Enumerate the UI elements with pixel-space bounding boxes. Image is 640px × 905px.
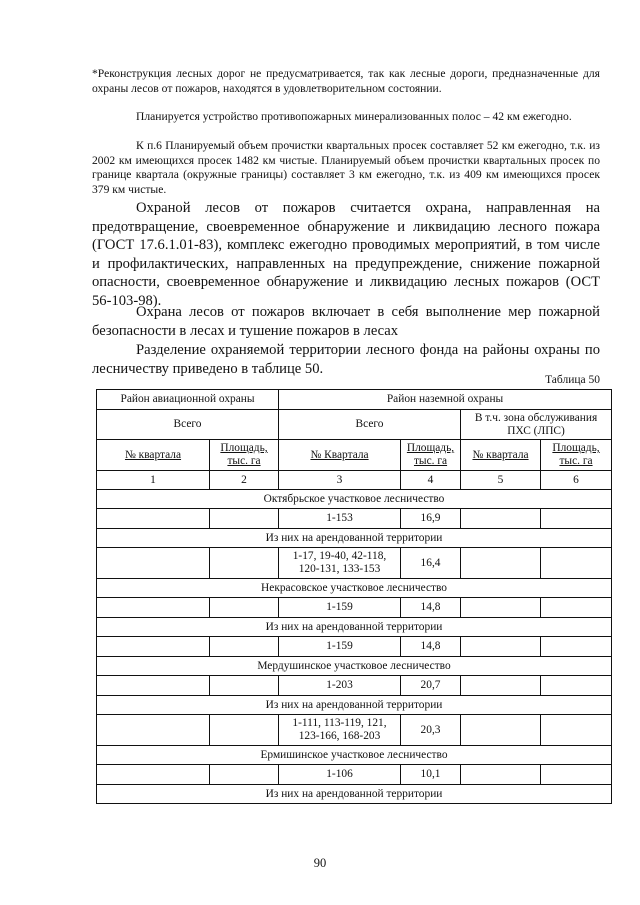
- area-cell: 20,3: [401, 715, 461, 746]
- column-number: 5: [461, 471, 541, 490]
- paragraph-text: Планируется устройство противопожарных минерализованных полос – 42 км ежегодно.: [136, 110, 572, 123]
- header-area: Площадь, тыс. га: [541, 440, 612, 471]
- quarters-cell: 1-159: [279, 637, 401, 657]
- section-title: Мердушинское участковое лесничество: [97, 657, 612, 676]
- section-title-row: [97, 490, 612, 509]
- section-title: Октябрьское участковое лесничество: [97, 490, 612, 509]
- area-cell: 16,4: [401, 548, 461, 579]
- paragraph-fire-protection-scope: [92, 303, 600, 340]
- table-cell: [97, 765, 210, 785]
- table-column-numbers-row: [97, 471, 612, 490]
- section-title: Из них на арендованной территории: [97, 696, 612, 715]
- table-cell: [541, 637, 612, 657]
- table-header-row: [97, 440, 612, 471]
- table-cell: [541, 548, 612, 579]
- table-row: [97, 676, 612, 696]
- table-cell: [210, 715, 279, 746]
- area-cell: 10,1: [401, 765, 461, 785]
- table-row: [97, 637, 612, 657]
- table-row: [97, 598, 612, 618]
- paragraph-text: Охраной лесов от пожаров считается охрана, направленная на предотвращение, своевременное обнаружение и ликвидацию лесного пожара (ГОСТ 17.6.1.01-83), комплекс ежегодно проводимых мероприятий, в том числе и профилактических, направленных на предупреждение, снижение пожарной опасности, своевременное обнаружение и ликвидацию лесных пожаров (ОСТ 56-103-98).: [92, 200, 600, 309]
- table-cell: [461, 598, 541, 618]
- area-cell: 16,9: [401, 509, 461, 529]
- page-number: 90: [313, 856, 327, 870]
- table-row: [97, 715, 612, 746]
- header-service-zone: В т.ч. зона обслуживания ПХС (ЛПС): [461, 410, 612, 440]
- header-area: Площадь, тыс. га: [401, 440, 461, 471]
- column-number: 2: [210, 471, 279, 490]
- protection-areas-table: [96, 389, 612, 804]
- header-total-aviation: Всего: [97, 410, 279, 440]
- header-area: Площадь, тыс. га: [210, 440, 279, 471]
- table-cell: [541, 509, 612, 529]
- table-cell: [97, 598, 210, 618]
- area-cell: 20,7: [401, 676, 461, 696]
- section-title: Ермишинское участковое лесничество: [97, 746, 612, 765]
- table-cell: [461, 715, 541, 746]
- section-title-row: [97, 579, 612, 598]
- column-number: 3: [279, 471, 401, 490]
- table-caption: Таблица 50: [545, 374, 600, 386]
- table-cell: [97, 676, 210, 696]
- paragraph-table-reference: [92, 341, 600, 378]
- table-cell: [461, 765, 541, 785]
- paragraph-text: *Реконструкция лесных дорог не предусматривается, так как лесные дороги, предназначенные для охраны лесов от пожаров, находятся в удовлетворительном состоянии.: [92, 67, 600, 95]
- quarters-cell: 1-159: [279, 598, 401, 618]
- table-cell: [461, 548, 541, 579]
- header-quarter: № квартала: [461, 440, 541, 471]
- table-cell: [97, 548, 210, 579]
- table-cell: [97, 715, 210, 746]
- paragraph-clearings: [92, 139, 600, 197]
- table-cell: [210, 637, 279, 657]
- table-cell: [461, 637, 541, 657]
- table-cell: [210, 676, 279, 696]
- table-cell: [210, 548, 279, 579]
- column-number: 4: [401, 471, 461, 490]
- table-cell: [541, 765, 612, 785]
- area-cell: 14,8: [401, 598, 461, 618]
- section-title-row: [97, 746, 612, 765]
- table-cell: [97, 637, 210, 657]
- section-title-row: [97, 529, 612, 548]
- table-cell: [541, 676, 612, 696]
- table-cell: [541, 715, 612, 746]
- paragraph-text: Разделение охраняемой территории лесного фонда на районы охраны по лесничеству приведено в таблице 50.: [92, 342, 600, 377]
- paragraph-text: Охрана лесов от пожаров включает в себя выполнение мер пожарной безопасности в лесах и тушение пожаров в лесах: [92, 304, 600, 339]
- table-cell: [210, 509, 279, 529]
- table-row: [97, 765, 612, 785]
- table-header-row: [97, 390, 612, 410]
- area-cell: 14,8: [401, 637, 461, 657]
- column-number: 6: [541, 471, 612, 490]
- paragraph-text: К п.6 Планируемый объем прочистки квартальных просек составляет 52 км ежегодно, т.к. из 2002 км имеющихся просек 1482 км чистые. Планируемый объем прочистки квартальных просек по границе квартала (окружные границы) составляет 3 км ежегодно, т.к. из 409 км имеющихся просек 379 км чистые.: [92, 139, 600, 196]
- section-title: Из них на арендованной территории: [97, 785, 612, 804]
- section-title: Из них на арендованной территории: [97, 618, 612, 637]
- quarters-cell: 1-17, 19-40, 42-118, 120-131, 133-153: [279, 548, 401, 579]
- table-cell: [461, 676, 541, 696]
- header-total-ground: Всего: [279, 410, 461, 440]
- header-aviation: Район авиационной охраны: [97, 390, 279, 410]
- table-header-row: [97, 410, 612, 440]
- section-title: Из них на арендованной территории: [97, 529, 612, 548]
- quarters-cell: 1-203: [279, 676, 401, 696]
- table-cell: [210, 598, 279, 618]
- quarters-cell: 1-106: [279, 765, 401, 785]
- paragraph-fire-strips: [92, 110, 600, 125]
- table-row: [97, 509, 612, 529]
- header-quarter: № квартала: [97, 440, 210, 471]
- section-title: Некрасовское участковое лесничество: [97, 579, 612, 598]
- quarters-cell: 1-153: [279, 509, 401, 529]
- section-title-row: [97, 657, 612, 676]
- column-number: 1: [97, 471, 210, 490]
- paragraph-fire-protection-definition: [92, 199, 600, 311]
- table-row: [97, 548, 612, 579]
- header-ground: Район наземной охраны: [279, 390, 612, 410]
- quarters-cell: 1-111, 113-119, 121, 123-166, 168-203: [279, 715, 401, 746]
- table-cell: [461, 509, 541, 529]
- section-title-row: [97, 618, 612, 637]
- table-cell: [210, 765, 279, 785]
- footnote-roads: [92, 67, 600, 96]
- section-title-row: [97, 785, 612, 804]
- table-cell: [97, 509, 210, 529]
- section-title-row: [97, 696, 612, 715]
- table-cell: [541, 598, 612, 618]
- header-quarter: № Квартала: [279, 440, 401, 471]
